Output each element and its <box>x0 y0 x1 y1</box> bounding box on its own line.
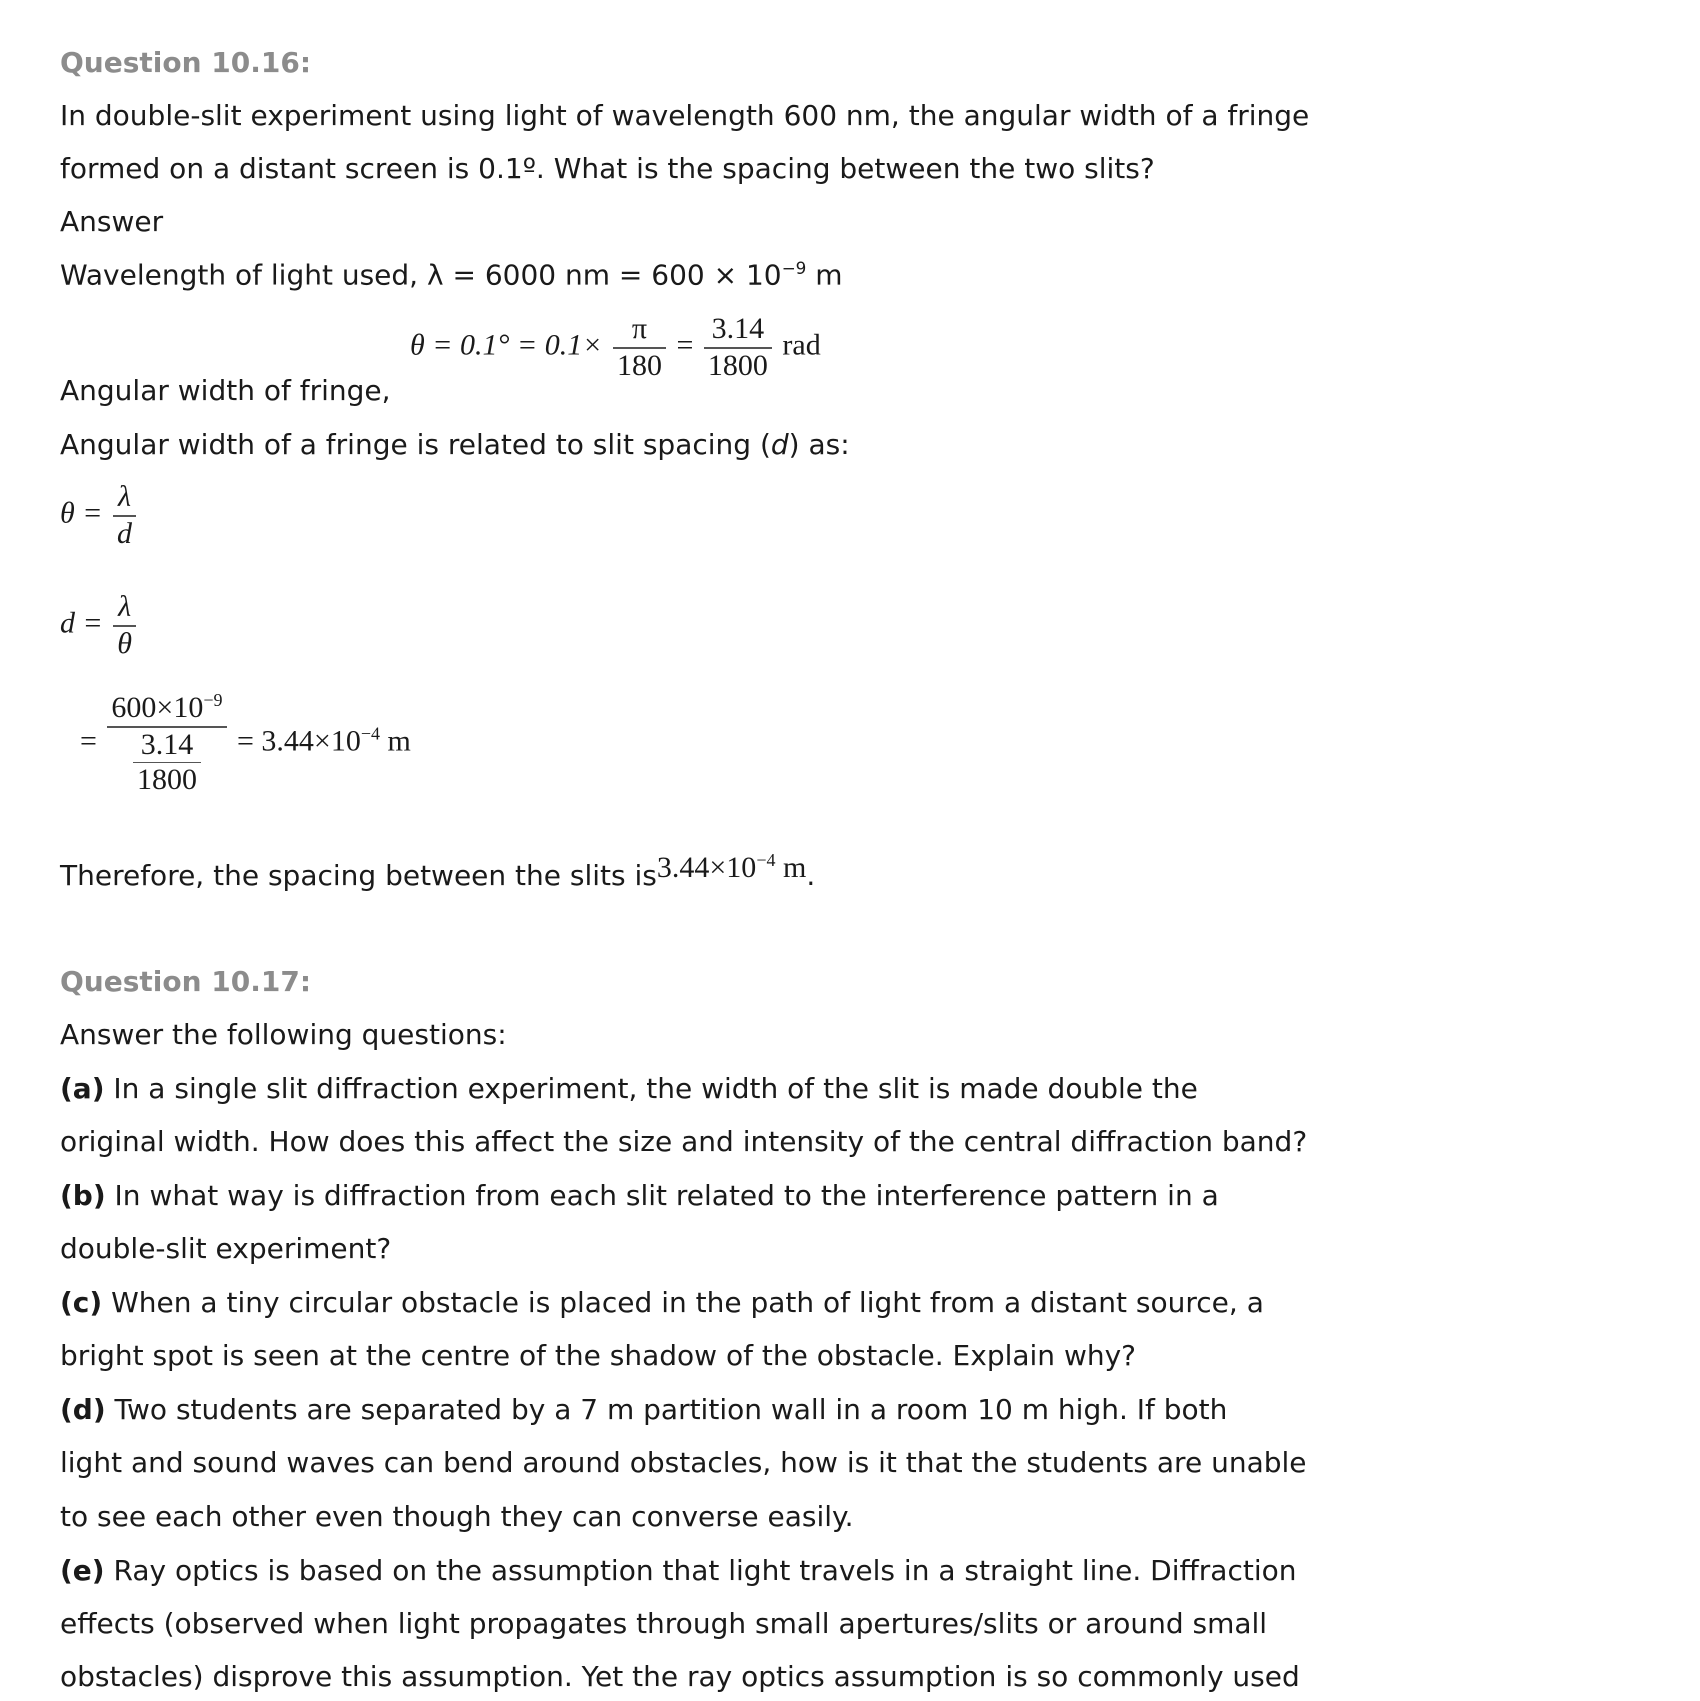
conclusion-text: Therefore, the spacing between the slits is <box>60 859 657 892</box>
eq1-f1-numerator: π <box>631 312 648 345</box>
eq1-lhs: θ = 0.1° = 0.1× <box>410 328 603 362</box>
question-text-line-1: In double-slit experiment using light of wavelength 600 nm, the angular width of a fringe <box>60 99 1310 132</box>
eq2-lhs: θ = <box>60 496 103 530</box>
question-text-line-2: formed on a distant screen is 0.1º. What is the spacing between the two slits? <box>60 152 1155 185</box>
eq4-inner-numerator: 3.14 <box>140 727 194 761</box>
eq4-denominator <box>126 728 208 798</box>
q17-part-b-line-2: double-slit experiment? <box>60 1232 392 1265</box>
q17-intro: Answer the following questions: <box>60 1018 507 1051</box>
q17-part-b-line-1: (b) In what way is diffraction from each slit related to the interference pattern in a <box>60 1179 1219 1212</box>
equation-theta-lambda-d <box>60 480 139 551</box>
eq4-inner-denominator: 1800 <box>136 763 197 796</box>
eq4-num-exp: −9 <box>203 690 223 710</box>
eq4-rhs: = 3.44×10 <box>237 724 361 758</box>
wavelength-line <box>60 258 843 292</box>
eq3-lhs: d = <box>60 606 103 640</box>
eq1-f1-denominator: 180 <box>616 348 662 382</box>
angular-width-equation <box>410 312 821 383</box>
eq2-denominator: d <box>116 516 132 550</box>
eq3-fraction <box>113 590 136 661</box>
wavelength-exponent: −9 <box>781 258 807 278</box>
eq2-numerator: λ <box>117 480 131 513</box>
conclusion-line <box>60 850 816 894</box>
relation-variable: d <box>770 428 789 461</box>
equation-d-lambda-theta <box>60 590 139 661</box>
eq1-f2-numerator: 3.14 <box>711 312 765 345</box>
eq4-rhs-unit: m <box>380 724 411 758</box>
angular-width-label: Angular width of fringe, <box>60 374 391 407</box>
relation-text: Angular width of a fringe is related to slit spacing ( <box>60 428 771 461</box>
q17-part-a-line-2: original width. How does this affect the size and intensity of the central diffraction band? <box>60 1125 1308 1158</box>
q17-part-c-line-1: (c) When a tiny circular obstacle is placed in the path of light from a distant source, a <box>60 1286 1264 1319</box>
eq1-equals: = <box>676 328 694 362</box>
q17-part-d-line-1: (d) Two students are separated by a 7 m partition wall in a room 10 m high. If both <box>60 1393 1228 1426</box>
part-a-label: (a) <box>60 1072 105 1105</box>
eq4-complex-fraction <box>107 690 226 798</box>
question-heading-10-17: Question 10.17: <box>60 965 312 998</box>
wavelength-text: Wavelength of light used, λ = 6000 nm = 600 × 10 <box>60 258 782 292</box>
part-c-label: (c) <box>60 1286 103 1319</box>
q17-part-e-line-2: effects (observed when light propagates through small apertures/slits or around small <box>60 1607 1268 1640</box>
eq4-num-base: 600×10 <box>111 691 204 724</box>
relation-line <box>60 428 850 462</box>
wavelength-unit: m <box>806 258 843 292</box>
eq3-numerator: λ <box>118 590 132 623</box>
eq1-f2-denominator: 1800 <box>707 348 768 382</box>
part-e-label: (e) <box>60 1554 105 1587</box>
question-heading-10-16: Question 10.16: <box>60 46 312 79</box>
eq3-denominator: θ <box>117 626 132 660</box>
eq1-fraction-pi-180 <box>613 312 666 383</box>
q17-part-c-line-2: bright spot is seen at the centre of the shadow of the obstacle. Explain why? <box>60 1339 1137 1372</box>
eq2-fraction <box>113 480 136 551</box>
eq4-rhs-exp: −4 <box>360 723 380 744</box>
eq1-fraction-314-1800 <box>704 312 772 383</box>
conclusion-math: $3.44\times 10^{-4}$ m <box>656 850 807 884</box>
eq4-inner-fraction <box>133 728 201 798</box>
q17-part-e-line-3: obstacles) disprove this assumption. Yet the ray optics assumption is so commonly used <box>60 1660 1300 1693</box>
part-b-label: (b) <box>60 1179 106 1212</box>
eq4-numerator <box>107 690 226 726</box>
relation-end: ) as: <box>788 428 850 461</box>
q17-part-e-line-1: (e) Ray optics is based on the assumption that light travels in a straight line. Diffraction <box>60 1554 1297 1587</box>
eq4-equals: = <box>80 724 97 758</box>
q17-part-d-line-3: to see each other even though they can converse easily. <box>60 1500 854 1533</box>
equation-slit-spacing-result <box>80 690 411 798</box>
eq1-unit: rad <box>782 328 821 362</box>
conclusion-end: . <box>806 859 816 892</box>
part-d-label: (d) <box>60 1393 106 1426</box>
q17-part-d-line-2: light and sound waves can bend around obstacles, how is it that the students are unable <box>60 1446 1307 1479</box>
answer-label: Answer <box>60 205 164 238</box>
q17-part-a-line-1: (a) In a single slit diffraction experiment, the width of the slit is made double the <box>60 1072 1198 1105</box>
